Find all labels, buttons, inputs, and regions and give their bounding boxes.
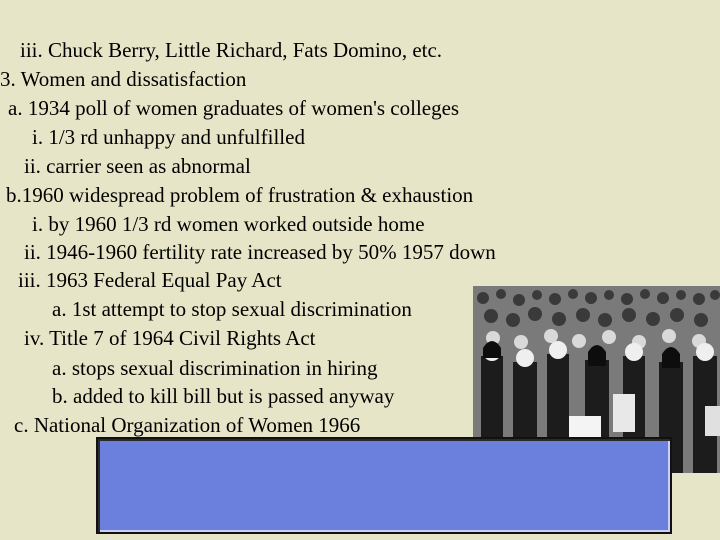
outline-line-7: i. by 1960 1/3 rd women worked outside home: [32, 212, 425, 236]
outline-line-5: ii. carrier seen as abnormal: [24, 154, 251, 178]
outline-line-13: b. added to kill bill but is passed anyway: [52, 384, 395, 408]
outline-line-6: b.1960 widespread problem of frustration & exhaustion: [6, 183, 474, 207]
outline-line-11: iv. Title 7 of 1964 Civil Rights Act: [24, 326, 316, 350]
outline-line-14: c. National Organization of Women 1966: [14, 413, 361, 437]
outline-line-1: iii. Chuck Berry, Little Richard, Fats Domino, etc.: [20, 38, 443, 62]
outline-line-4: i. 1/3 rd unhappy and unfulfilled: [32, 125, 305, 149]
outline-line-3: a. 1934 poll of women graduates of women's colleges: [8, 96, 460, 120]
outline-line-8: ii. 1946-1960 fertility rate increased by 50% 1957 down: [24, 240, 496, 264]
outline-line-2: 3. Women and dissatisfaction: [0, 67, 247, 91]
outline-line-9: iii. 1963 Federal Equal Pay Act: [18, 268, 282, 292]
outline-line-10: a. 1st attempt to stop sexual discrimination: [52, 297, 412, 321]
blue-text-box: [96, 437, 672, 534]
outline-line-12: a. stops sexual discrimination in hiring: [52, 356, 378, 380]
